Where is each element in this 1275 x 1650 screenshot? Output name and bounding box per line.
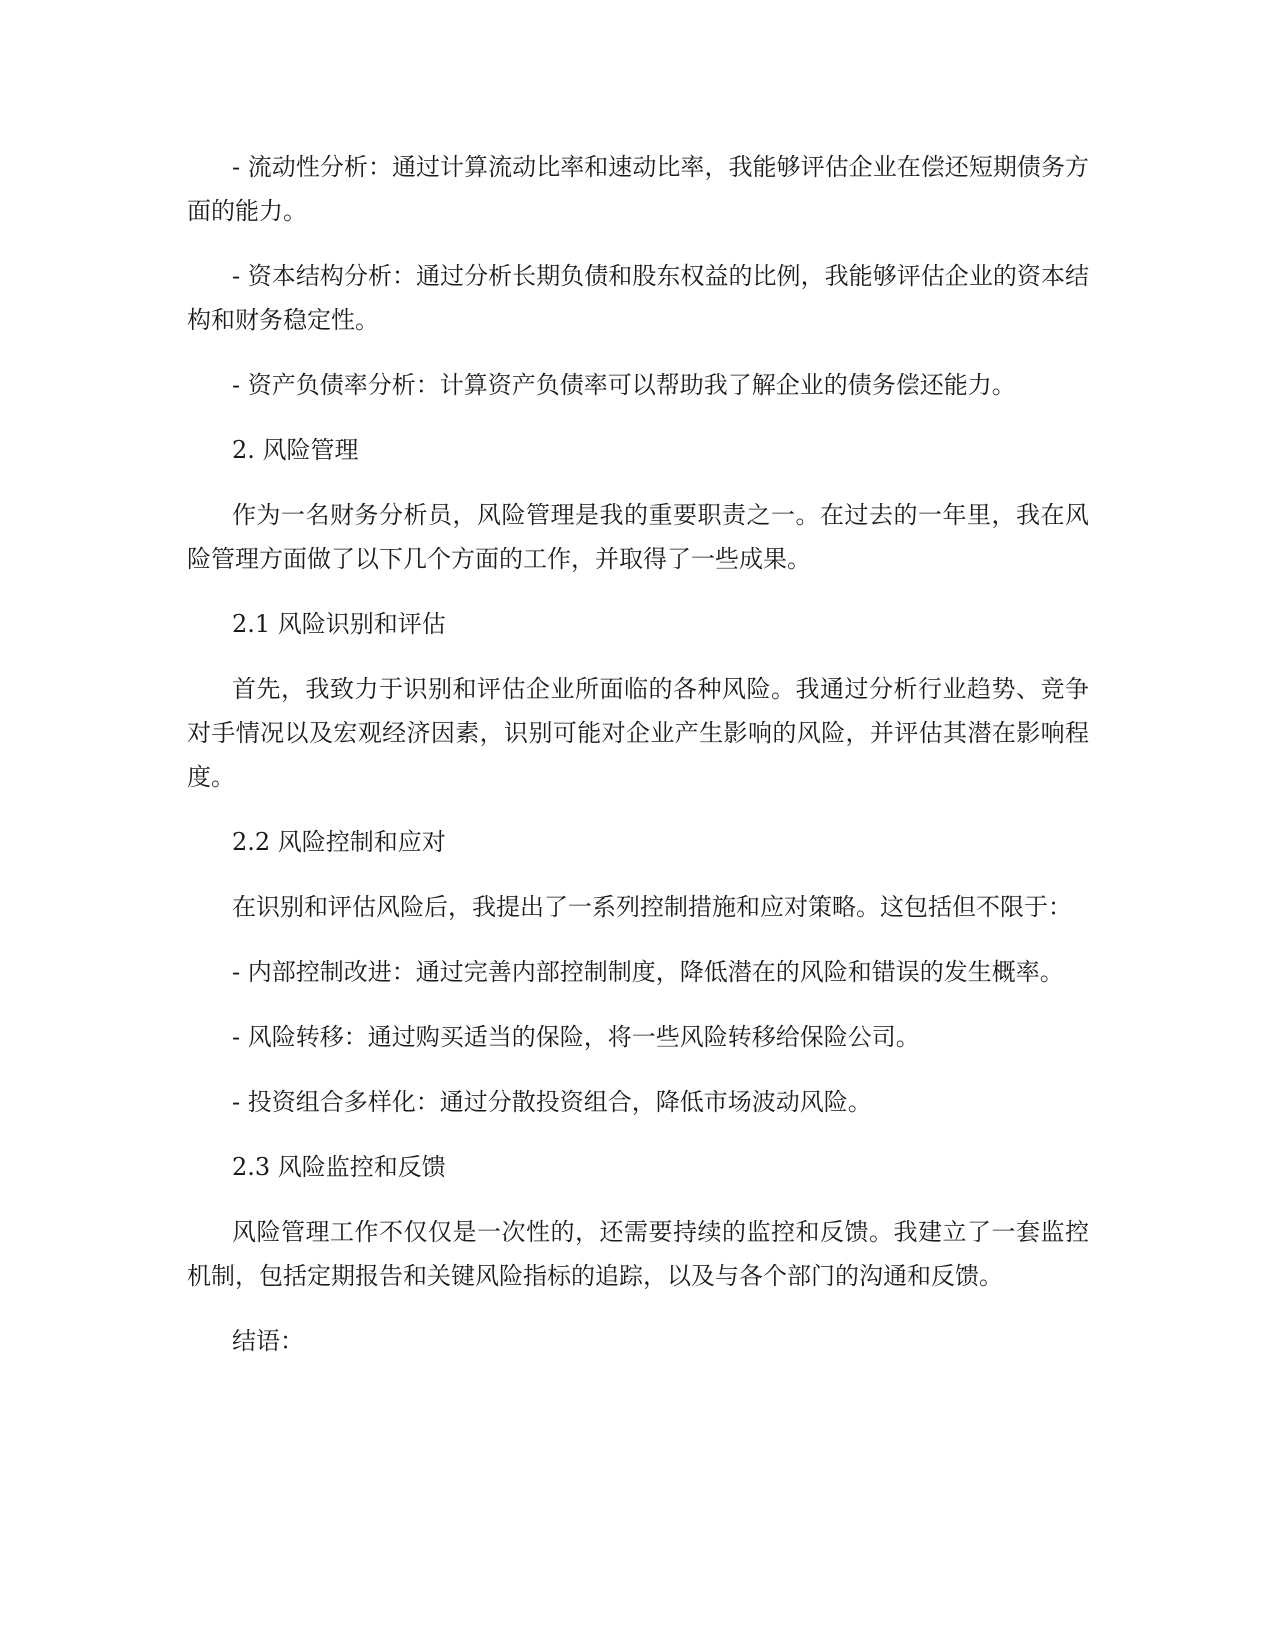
subheading-risk-monitoring: 2.3 风险监控和反馈 [232,1153,446,1181]
paragraph-risk-monitoring: 风险管理工作不仅仅是一次性的，还需要持续的监控和反馈。我建立了一套监控机制，包括定期报告和关键风险指标的追踪，以及与各个部门的沟通和反馈。 [187,1218,1089,1290]
section-heading-risk-management: 2. 风险管理 [232,436,359,464]
bullet-internal-control: - 内部控制改进：通过完善内部控制制度，降低潜在的风险和错误的发生概率。 [232,958,1064,986]
subheading-risk-identification: 2.1 风险识别和评估 [232,610,446,638]
paragraph-risk-management-intro: 作为一名财务分析员，风险管理是我的重要职责之一。在过去的一年里，我在风险管理方面做了以下几个方面的工作，并取得了一些成果。 [187,501,1089,573]
paragraph-risk-control: 在识别和评估风险后，我提出了一系列控制措施和应对策略。这包括但不限于： [232,893,1072,921]
bullet-risk-transfer: - 风险转移：通过购买适当的保险，将一些风险转移给保险公司。 [232,1023,920,1051]
subheading-risk-control: 2.2 风险控制和应对 [232,828,446,856]
conclusion-heading: 结语： [232,1327,304,1355]
bullet-capital-structure-analysis: - 资本结构分析：通过分析长期负债和股东权益的比例，我能够评估企业的资本结构和财务稳定性。 [187,262,1089,334]
paragraph-risk-identification: 首先，我致力于识别和评估企业所面临的各种风险。我通过分析行业趋势、竞争对手情况以及宏观经济因素，识别可能对企业产生影响的风险，并评估其潜在影响程度。 [187,675,1089,791]
bullet-portfolio-diversification: - 投资组合多样化：通过分散投资组合，降低市场波动风险。 [232,1088,872,1116]
document-body [187,145,1089,1384]
bullet-debt-ratio-analysis: - 资产负债率分析：计算资产负债率可以帮助我了解企业的债务偿还能力。 [232,371,1016,399]
bullet-liquidity-analysis: - 流动性分析：通过计算流动比率和速动比率，我能够评估企业在偿还短期债务方面的能力。 [187,153,1089,225]
